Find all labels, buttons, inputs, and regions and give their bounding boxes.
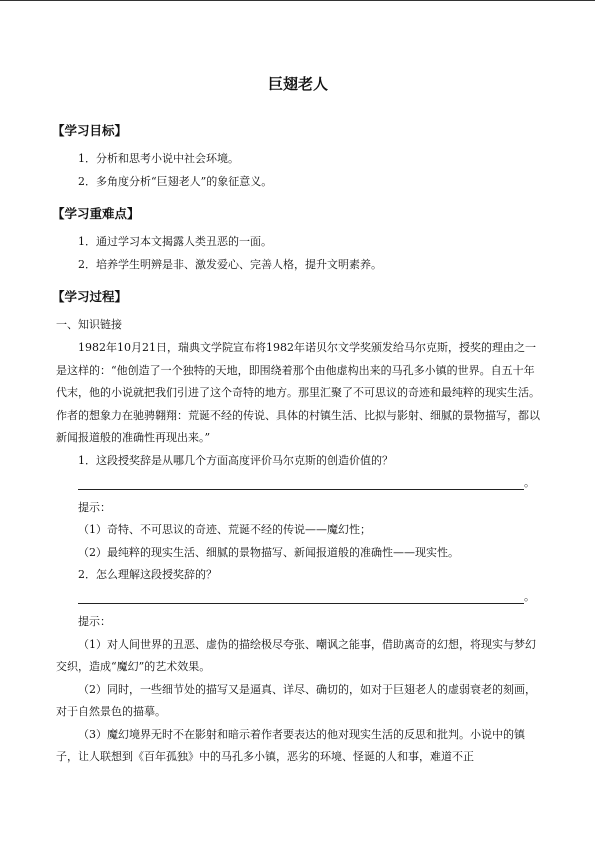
- hint-1-item-1: （1）奇特、不可思议的奇迹、荒诞不经的传说——魔幻性；: [78, 523, 371, 537]
- hint-label-1: 提示：: [78, 500, 111, 514]
- document-body: [52, 74, 540, 769]
- intro-paragraph: 1982年10月21日，瑞典文学院宣布将1982年诺贝尔文学奖颁发给马尔克斯，授奖的理由之一是这样的：“他创造了一个独特的天地，即围绕着那个由他虚构出来的马孔多小镇的世界。自五十年代末，他的小说就把我们引进了这个奇特的地方。那里汇聚了不可思议的奇迹和最纯粹的现实生活。作者的想象力在驰骋翱翔：荒诞不经的传说、具体的村镇生活、比拟与影射、细腻的景物描写，都以新闻报道般的准确性再现出来。”: [56, 340, 540, 445]
- hint-label-2: 提示：: [78, 614, 111, 628]
- key-point-item-1: 1．通过学习本文揭露人类丑恶的一面。: [78, 235, 272, 249]
- goal-item-1: 1．分析和思考小说中社会环境。: [78, 152, 239, 165]
- answer-line-2[interactable]: [78, 587, 540, 609]
- section-heading-goals: 【学习目标】: [52, 123, 128, 138]
- goal-item-2: 2．多角度分析“巨翅老人”的象征意义。: [78, 174, 273, 188]
- question-1: 1．这段授奖辞是从哪几个方面高度评价马尔克斯的创造价值的？: [78, 453, 393, 467]
- page-title: 巨翅老人: [267, 75, 328, 93]
- subheading-knowledge-link: 一、知识链接: [56, 318, 122, 332]
- question-2: 2．怎么理解这段授奖辞的？: [78, 568, 217, 582]
- section-heading-process: 【学习过程】: [52, 289, 128, 305]
- key-point-item-2: 2．培养学生明辨是非、激发爱心、完善人格，提升文明素养。: [78, 257, 382, 271]
- answer-line-end: 。: [524, 475, 535, 489]
- answer-rule: [78, 475, 524, 490]
- section-heading-key-points: 【学习重难点】: [52, 206, 140, 222]
- hint-2-item-1: （1）对人间世界的丑恶、虚伪的描绘极尽夸张、嘲讽之能事，借助离奇的幻想，将现实与梦幻交织，造成“魔幻”的艺术效果。: [56, 637, 536, 674]
- hint-2-item-2: （2）同时，一些细节处的描写又是逼真、详尽、确切的，如对于巨翅老人的虚弱衰老的刻画，对于自然景色的描摹。: [56, 682, 536, 719]
- answer-rule: [78, 589, 524, 604]
- hint-1-item-2: （2）最纯粹的现实生活、细腻的景物描写、新闻报道般的准确性——现实性。: [78, 545, 459, 559]
- page-top-rule: [0, 0, 595, 1]
- answer-line-1[interactable]: [78, 473, 540, 495]
- answer-line-end: 。: [524, 590, 535, 604]
- hint-2-item-3: （3）魔幻境界无时不在影射和暗示着作者要表达的他对现实生活的反思和批判。小说中的镇子，让人联想到《百年孤独》中的马孔多小镇，恶劣的环境、怪诞的人和事，难道不正: [56, 727, 525, 764]
